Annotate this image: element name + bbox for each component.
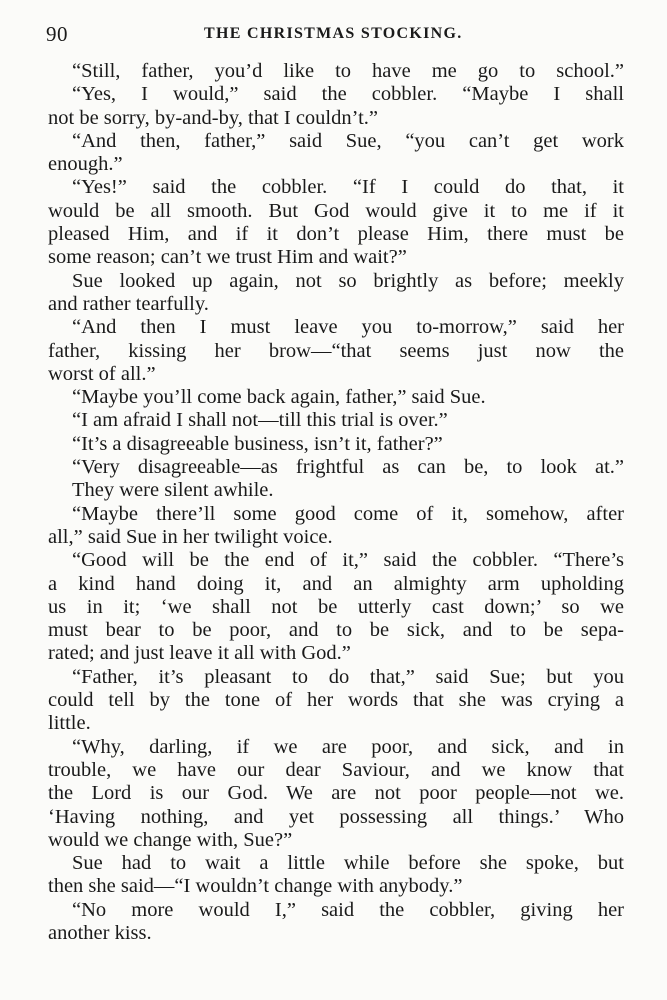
text-line: and rather tearfully. xyxy=(48,292,209,315)
text-line: “Yes!” said the cobbler. “If I could do that, it xyxy=(72,176,624,199)
page-number: 90 xyxy=(46,22,68,46)
text-line: “Yes, I would,” said the cobbler. “Maybe I shall xyxy=(72,83,624,106)
text-line: some reason; can’t we trust Him and wait?” xyxy=(48,246,407,269)
text-line: another kiss. xyxy=(48,921,152,944)
text-line: would we change with, Sue?” xyxy=(48,828,293,851)
text-line: a kind hand doing it, and an almighty arm upholding xyxy=(48,572,624,595)
text-line: must bear to be poor, and to be sick, and to be sepa- xyxy=(48,619,624,642)
text-line: “And then I must leave you to-morrow,” said her xyxy=(72,316,624,339)
text-line: “No more would I,” said the cobbler, giving her xyxy=(72,898,624,921)
text-line: “It’s a disagreeable business, isn’t it, father?” xyxy=(72,432,443,455)
text-line: worst of all.” xyxy=(48,362,156,385)
text-line: “Good will be the end of it,” said the cobbler. “There’s xyxy=(72,549,624,572)
text-line: pleased Him, and if it don’t please Him, there must be xyxy=(48,223,624,246)
text-line: us in it; ‘we shall not be utterly cast down;’ so we xyxy=(48,595,624,618)
text-line: “Maybe there’ll some good come of it, somehow, after xyxy=(72,502,624,525)
text-line: “Why, darling, if we are poor, and sick, and in xyxy=(72,735,624,758)
text-line: the Lord is our God. We are not poor people—not we. xyxy=(48,782,624,805)
text-line: then she said—“I wouldn’t change with anybody.” xyxy=(48,875,463,898)
text-line: “Maybe you’ll come back again, father,” said Sue. xyxy=(72,386,486,409)
text-line: not be sorry, by-and-by, that I couldn’t.” xyxy=(48,106,379,129)
text-line: little. xyxy=(48,712,91,735)
text-line: ‘Having nothing, and yet possessing all things.’ Who xyxy=(48,805,624,828)
text-line: trouble, we have our dear Saviour, and we know that xyxy=(48,758,624,781)
text-body xyxy=(48,60,624,945)
text-line: “Still, father, you’d like to have me go to school.” xyxy=(72,60,624,82)
text-line: rated; and just leave it all with God.” xyxy=(48,642,351,665)
text-line: Sue looked up again, not so brightly as before; meekly xyxy=(72,269,624,292)
text-line: “Very disagreeable—as frightful as can be, to look at.” xyxy=(72,456,624,479)
text-line: “Father, it’s pleasant to do that,” said Sue; but you xyxy=(72,665,624,688)
text-line: enough.” xyxy=(48,153,123,176)
text-line: Sue had to wait a little while before she spoke, but xyxy=(72,852,624,875)
text-line: father, kissing her brow—“that seems just now the xyxy=(48,339,624,362)
text-line: They were silent awhile. xyxy=(72,479,274,502)
text-line: “I am afraid I shall not—till this trial is over.” xyxy=(72,409,448,432)
text-line: all,” said Sue in her twilight voice. xyxy=(48,525,333,548)
text-line: could tell by the tone of her words that she was crying a xyxy=(48,689,624,712)
text-line: “And then, father,” said Sue, “you can’t get work xyxy=(72,129,624,152)
running-head xyxy=(46,22,626,52)
text-line: would be all smooth. But God would give it to me if it xyxy=(48,199,624,222)
running-title: THE CHRISTMAS STOCKING. xyxy=(204,25,463,42)
